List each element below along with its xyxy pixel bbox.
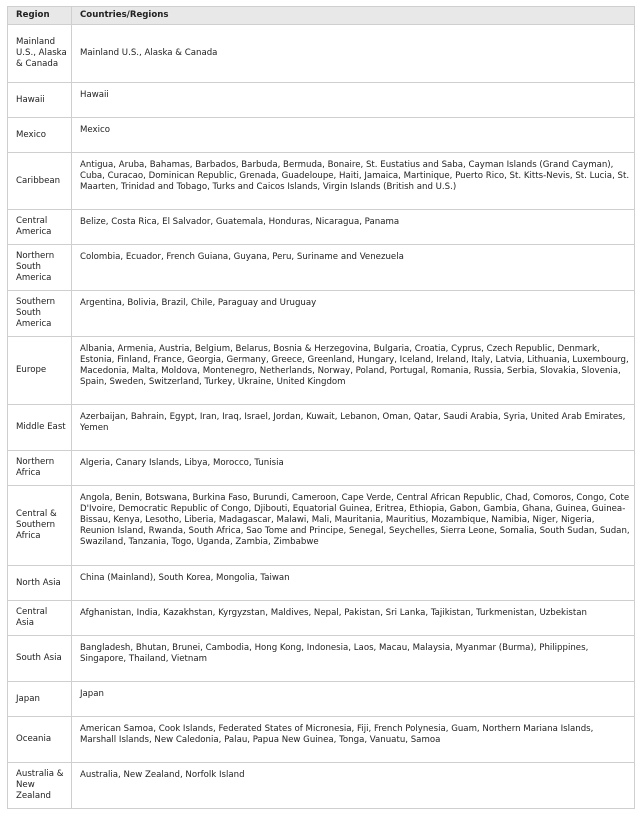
- region-table: [7, 6, 635, 809]
- table-row: [8, 717, 635, 763]
- region-cell: Mexico: [8, 118, 72, 153]
- table-row: [8, 291, 635, 337]
- region-cell: Southern South America: [8, 291, 72, 337]
- region-column-header: Region: [8, 7, 72, 25]
- table-row: [8, 636, 635, 682]
- region-cell: Hawaii: [8, 83, 72, 118]
- countries-cell: Afghanistan, India, Kazakhstan, Kyrgyzstan, Maldives, Nepal, Pakistan, Sri Lanka, Tajikistan, Turkmenistan, Uzbekistan: [72, 601, 635, 636]
- table-row: [8, 486, 635, 566]
- region-cell: Middle East: [8, 405, 72, 451]
- region-cell: Central & Southern Africa: [8, 486, 72, 566]
- countries-cell: Japan: [72, 682, 635, 717]
- region-cell: Mainland U.S., Alaska & Canada: [8, 25, 72, 83]
- table-row: [8, 763, 635, 809]
- countries-cell: Hawaii: [72, 83, 635, 118]
- table-row: [8, 337, 635, 405]
- countries-column-header: Countries/Regions: [72, 7, 635, 25]
- countries-cell: Mainland U.S., Alaska & Canada: [72, 25, 635, 83]
- header-row: [8, 7, 635, 25]
- countries-cell: Belize, Costa Rica, El Salvador, Guatemala, Honduras, Nicaragua, Panama: [72, 210, 635, 245]
- table-row: [8, 601, 635, 636]
- region-table-container: [7, 6, 634, 809]
- region-cell: Northern Africa: [8, 451, 72, 486]
- countries-cell: Mexico: [72, 118, 635, 153]
- region-cell: Central America: [8, 210, 72, 245]
- countries-cell: American Samoa, Cook Islands, Federated States of Micronesia, Fiji, French Polynesia, Guam, Northern Mariana Islands, Marshall Islands, New Caledonia, Palau, Papua New Guinea, Tonga, Vanuatu, Samoa: [72, 717, 635, 763]
- table-row: [8, 451, 635, 486]
- region-cell: Central Asia: [8, 601, 72, 636]
- region-cell: Oceania: [8, 717, 72, 763]
- region-cell: Europe: [8, 337, 72, 405]
- region-cell: Northern South America: [8, 245, 72, 291]
- table-row: [8, 25, 635, 83]
- countries-cell: Australia, New Zealand, Norfolk Island: [72, 763, 635, 809]
- countries-cell: Angola, Benin, Botswana, Burkina Faso, Burundi, Cameroon, Cape Verde, Central African Republic, Chad, Comoros, Congo, Cote D'Ivoire, Democratic Republic of Congo, Djibouti, Equatorial Guinea, Eritrea, Ethiopia, Gabon, Gambia, Ghana, Guinea, Guinea-Bissau, Kenya, Lesotho, Liberia, Madagascar, Malawi, Mali, Mauritania, Mauritius, Mozambique, Namibia, Niger, Nigeria, Reunion Island, Rwanda, South Africa, Sao Tome and Principe, Senegal, Seychelles, Sierra Leone, Somalia, South Sudan, Sudan, Swaziland, Tanzania, Togo, Uganda, Zambia, Zimbabwe: [72, 486, 635, 566]
- countries-cell: Argentina, Bolivia, Brazil, Chile, Paraguay and Uruguay: [72, 291, 635, 337]
- countries-cell: Albania, Armenia, Austria, Belgium, Belarus, Bosnia & Herzegovina, Bulgaria, Croatia, Cyprus, Czech Republic, Denmark, Estonia, Finland, France, Georgia, Germany, Greece, Greenland, Hungary, Iceland, Ireland, Italy, Latvia, Lithuania, Luxembourg, Macedonia, Malta, Moldova, Montenegro, Netherlands, Norway, Poland, Portugal, Romania, Russia, Serbia, Slovakia, Slovenia, Spain, Sweden, Switzerland, Turkey, Ukraine, United Kingdom: [72, 337, 635, 405]
- table-row: [8, 682, 635, 717]
- countries-cell: Antigua, Aruba, Bahamas, Barbados, Barbuda, Bermuda, Bonaire, St. Eustatius and Saba, Cayman Islands (Grand Cayman), Cuba, Curacao, Dominican Republic, Grenada, Guadeloupe, Haiti, Jamaica, Martinique, Puerto Rico, St. Kitts-Nevis, St. Lucia, St. Maarten, Trinidad and Tobago, Turks and Caicos Islands, Virgin Islands (British and U.S.): [72, 153, 635, 210]
- countries-cell: China (Mainland), South Korea, Mongolia, Taiwan: [72, 566, 635, 601]
- table-row: [8, 118, 635, 153]
- countries-cell: Azerbaijan, Bahrain, Egypt, Iran, Iraq, Israel, Jordan, Kuwait, Lebanon, Oman, Qatar, Saudi Arabia, Syria, United Arab Emirates, Yemen: [72, 405, 635, 451]
- region-cell: Australia & New Zealand: [8, 763, 72, 809]
- table-row: [8, 210, 635, 245]
- table-row: [8, 405, 635, 451]
- table-row: [8, 245, 635, 291]
- table-row: [8, 83, 635, 118]
- countries-cell: Colombia, Ecuador, French Guiana, Guyana, Peru, Suriname and Venezuela: [72, 245, 635, 291]
- region-cell: Japan: [8, 682, 72, 717]
- countries-cell: Algeria, Canary Islands, Libya, Morocco, Tunisia: [72, 451, 635, 486]
- region-cell: South Asia: [8, 636, 72, 682]
- table-row: [8, 566, 635, 601]
- table-row: [8, 153, 635, 210]
- region-cell: Caribbean: [8, 153, 72, 210]
- region-cell: North Asia: [8, 566, 72, 601]
- countries-cell: Bangladesh, Bhutan, Brunei, Cambodia, Hong Kong, Indonesia, Laos, Macau, Malaysia, Myanmar (Burma), Philippines, Singapore, Thailand, Vietnam: [72, 636, 635, 682]
